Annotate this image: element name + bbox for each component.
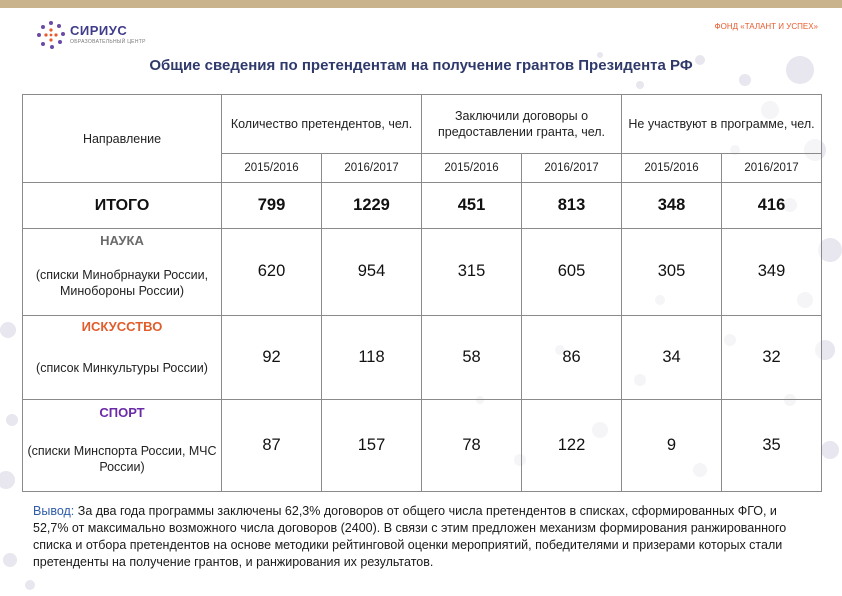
table-cell: 348 [622,183,722,229]
table-row-art-title [23,315,822,338]
year-header: 2016/2017 [322,153,422,182]
year-header: 2015/2016 [622,153,722,182]
logo-subtitle: ОБРАЗОВАТЕЛЬНЫЙ ЦЕНТР [70,39,146,45]
table-cell: 92 [222,315,322,399]
year-header: 2016/2017 [522,153,622,182]
table-cell: 86 [522,315,622,399]
total-label: ИТОГО [23,183,222,229]
section-science-sources: (списки Минобрнауки России, Минобороны России) [23,252,222,315]
table-cell: 416 [722,183,822,229]
table-cell: 32 [722,315,822,399]
table-cell: 122 [522,399,622,491]
logo-name: СИРИУС [70,23,128,38]
conclusion-label: Вывод: [33,504,75,518]
table-cell: 118 [322,315,422,399]
section-science-title: НАУКА [23,229,222,252]
table-cell: 315 [422,229,522,315]
year-header: 2015/2016 [222,153,322,182]
table-cell: 799 [222,183,322,229]
section-art-sources: (список Минкультуры России) [23,338,222,399]
table-cell: 9 [622,399,722,491]
table-cell: 813 [522,183,622,229]
year-header: 2015/2016 [422,153,522,182]
table-row-sport-title [23,399,822,426]
header-contracts: Заключили договоры о предоставлении гранта, чел. [422,95,622,154]
header-applicants: Количество претендентов, чел. [222,95,422,154]
header-direction: Направление [23,95,222,183]
table-cell: 451 [422,183,522,229]
table-cell: 58 [422,315,522,399]
section-sport-sources: (списки Минспорта России, МЧС России) [23,426,222,491]
fund-name: ФОНД «ТАЛАНТ И УСПЕХ» [714,22,818,31]
table-cell: 157 [322,399,422,491]
header-not-participating: Не участвуют в программе, чел. [622,95,822,154]
table-cell: 1229 [322,183,422,229]
sirius-logo [36,20,146,50]
table-cell: 349 [722,229,822,315]
table-cell: 620 [222,229,322,315]
table-cell: 34 [622,315,722,399]
table-row-science-title [23,229,822,252]
table-cell: 605 [522,229,622,315]
grants-table [22,94,822,492]
table-cell: 87 [222,399,322,491]
table-cell: 954 [322,229,422,315]
table-cell: 78 [422,399,522,491]
year-header: 2016/2017 [722,153,822,182]
conclusion-paragraph [33,503,793,571]
table-cell: 35 [722,399,822,491]
page-title: Общие сведения по претендентам на получение грантов Президента РФ [149,57,693,74]
section-sport-title: СПОРТ [23,399,222,426]
table-row-total [23,183,822,229]
section-art-title: ИСКУССТВО [23,315,222,338]
sirius-logo-icon [36,20,66,50]
table-cell: 305 [622,229,722,315]
conclusion-text: За два года программы заключены 62,3% договоров от общего числа претендентов в списках, сформированных ФГО, и 52,7% от максимально возможного числа договоров (2400). В связи с этим предложен механизм формирования ранжированного списка и отбора претендентов на основе методики рейтинговой оценки мероприятий, победителями и призерами которых стали претенденты на получение грантов, и ранжирования их результатов. [33,504,787,569]
